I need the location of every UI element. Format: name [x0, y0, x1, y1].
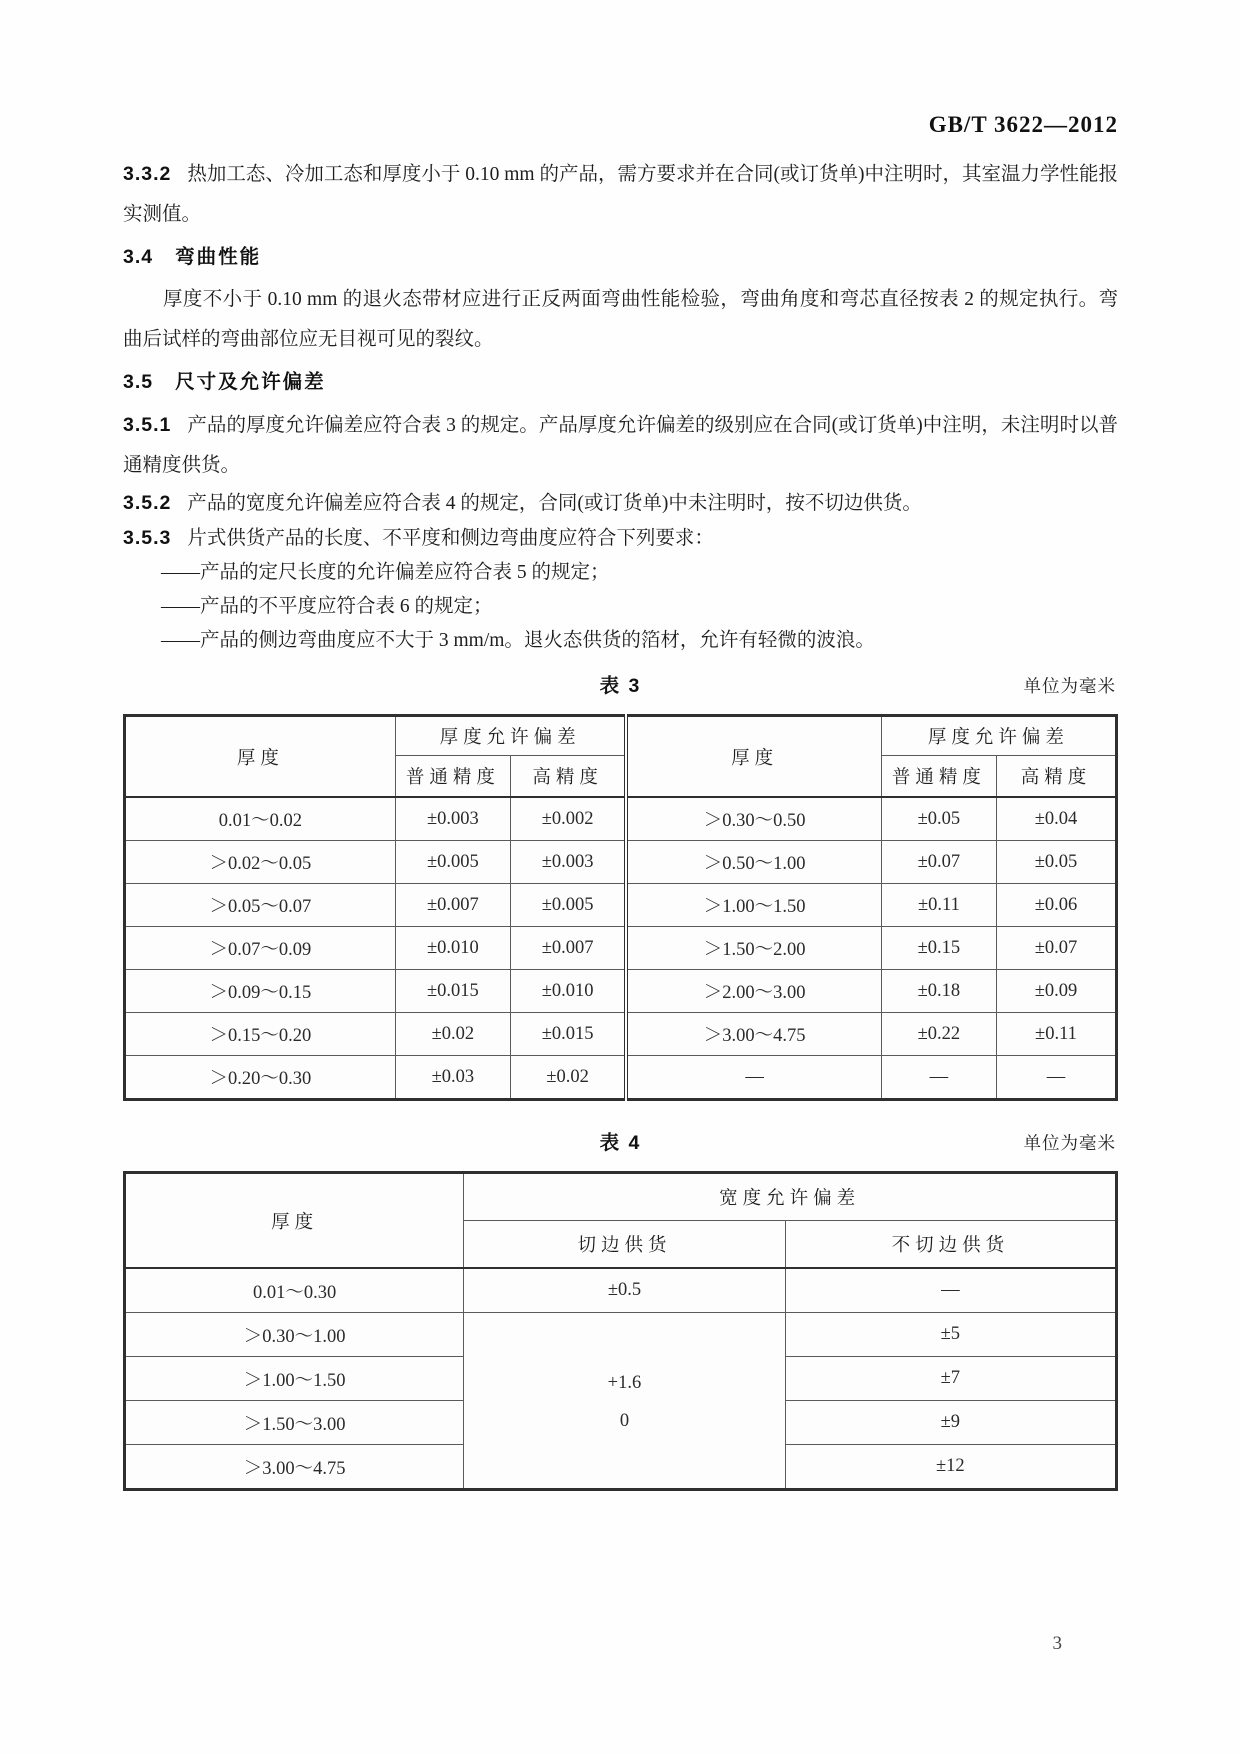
t3-col-high-right: 高精度: [996, 756, 1116, 798]
cell: ±0.11: [996, 1013, 1116, 1056]
table-row: [125, 841, 1117, 884]
cell: ±0.015: [510, 1013, 626, 1056]
table-4-caption-row: [123, 1127, 1118, 1153]
table-row: [125, 1013, 1117, 1056]
cell: ＞0.09～0.15: [125, 970, 396, 1013]
cell: ±0.003: [510, 841, 626, 884]
table-4: [123, 1171, 1118, 1491]
cell: ±0.002: [510, 797, 626, 841]
cell: ±0.05: [881, 797, 996, 841]
cell: ±7: [785, 1357, 1116, 1401]
cell: ±0.010: [510, 970, 626, 1013]
cell: ±9: [785, 1401, 1116, 1445]
cell: ＞1.50～2.00: [626, 927, 881, 970]
cell: ±0.11: [881, 884, 996, 927]
cell: ±12: [785, 1445, 1116, 1490]
paragraph-3-4: 厚度不小于 0.10 mm 的退火态带材应进行正反两面弯曲性能检验，弯曲角度和弯芯直径按表 2 的规定执行。弯曲后试样的弯曲部位应无目视可见的裂纹。: [123, 289, 1118, 350]
cell: ±0.02: [510, 1056, 626, 1100]
table-row: [125, 1056, 1117, 1100]
cell: ±0.003: [395, 797, 510, 841]
table-4-caption: 表 4: [599, 1132, 642, 1154]
cell: ＞0.30～1.00: [125, 1313, 464, 1357]
tolerance-lower: 0: [619, 1410, 630, 1431]
cell: ±0.03: [395, 1056, 510, 1100]
cell: ＞0.20～0.30: [125, 1056, 396, 1100]
table-row: [125, 884, 1117, 927]
cell: ＞0.07～0.09: [125, 927, 396, 970]
clause-3-3-2-number: 3.3.2: [123, 163, 172, 185]
cell: ±0.07: [996, 927, 1116, 970]
t3-col-high-left: 高精度: [510, 756, 626, 798]
cell: ±0.007: [395, 884, 510, 927]
cell: ±0.015: [395, 970, 510, 1013]
table-3-caption: 表 3: [599, 675, 642, 697]
table-row: [125, 970, 1117, 1013]
cell: ±0.007: [510, 927, 626, 970]
standard-number: GB/T 3622—2012: [928, 112, 1118, 137]
table-4-header-row-1: [125, 1173, 1117, 1221]
cell: —: [996, 1056, 1116, 1100]
clause-3-5-2: [123, 486, 1118, 521]
cell: ＞0.15～0.20: [125, 1013, 396, 1056]
t4-col-width-tolerance: 宽度允许偏差: [464, 1173, 1117, 1221]
t4-merged-trimmed-tolerance: [464, 1313, 785, 1490]
t3-col-normal-right: 普通精度: [881, 756, 996, 798]
table-3-header-row-1: [125, 716, 1117, 756]
table-row: [125, 927, 1117, 970]
cell: —: [881, 1056, 996, 1100]
t3-col-thickness-left: 厚度: [125, 716, 396, 798]
cell: ＞1.00～1.50: [626, 884, 881, 927]
cell: 0.01～0.02: [125, 797, 396, 841]
cell: ＞0.30～0.50: [626, 797, 881, 841]
cell: ±0.04: [996, 797, 1116, 841]
cell: ±0.22: [881, 1013, 996, 1056]
t3-col-tolerance-right: 厚度允许偏差: [881, 716, 1116, 756]
list-item-flatness: ——产品的不平度应符合表 6 的规定；: [161, 596, 493, 617]
cell: ±5: [785, 1313, 1116, 1357]
heading-3-4-title: 弯曲性能: [175, 246, 262, 268]
table-row: [125, 1268, 1117, 1313]
table-3-caption-row: [123, 670, 1118, 696]
cell: —: [626, 1056, 881, 1100]
table-row: [125, 1313, 1117, 1357]
heading-3-5: [123, 370, 1118, 395]
cell: ±0.02: [395, 1013, 510, 1056]
cell: 0.01～0.30: [125, 1268, 464, 1313]
table-3-unit-note: 单位为毫米: [1023, 676, 1116, 696]
cell: ±0.07: [881, 841, 996, 884]
cell: ±0.09: [996, 970, 1116, 1013]
heading-3-5-number: 3.5: [123, 371, 154, 393]
t4-col-untrimmed: 不切边供货: [785, 1221, 1116, 1269]
clause-3-5-2-number: 3.5.2: [123, 492, 172, 514]
t3-col-normal-left: 普通精度: [395, 756, 510, 798]
clause-3-3-2: [123, 154, 1118, 235]
list-item-fixed-length: ——产品的定尺长度的允许偏差应符合表 5 的规定；: [161, 562, 610, 583]
cell: ±0.010: [395, 927, 510, 970]
list-item-edge-camber: ——产品的侧边弯曲度应不大于 3 mm/m。退火态供货的箔材，允许有轻微的波浪。: [161, 630, 875, 651]
cell: ±0.15: [881, 927, 996, 970]
cell: ±0.005: [395, 841, 510, 884]
t4-col-trimmed: 切边供货: [464, 1221, 785, 1269]
cell: —: [785, 1268, 1116, 1313]
clause-3-5-1: [123, 405, 1118, 486]
cell: ±0.18: [881, 970, 996, 1013]
cell: ＞3.00～4.75: [125, 1445, 464, 1490]
cell: ±0.005: [510, 884, 626, 927]
cell: ±0.06: [996, 884, 1116, 927]
heading-3-4: [123, 245, 1118, 270]
table-3: [123, 714, 1118, 1101]
cell: ＞1.00～1.50: [125, 1357, 464, 1401]
cell: ＞0.50～1.00: [626, 841, 881, 884]
clause-3-5-3: [123, 521, 1118, 556]
t3-col-tolerance-left: 厚度允许偏差: [395, 716, 626, 756]
clause-3-3-2-text: 热加工态、冷加工态和厚度小于 0.10 mm 的产品，需方要求并在合同(或订货单)中注明时，其室温力学性能报实测值。: [123, 164, 1118, 225]
table-4-unit-note: 单位为毫米: [1023, 1133, 1116, 1153]
clause-3-5-3-text: 片式供货产品的长度、不平度和侧边弯曲度应符合下列要求：: [187, 528, 714, 549]
page-number: 3: [1052, 1633, 1063, 1654]
table-row: [125, 797, 1117, 841]
cell: ＞0.02～0.05: [125, 841, 396, 884]
cell: ＞2.00～3.00: [626, 970, 881, 1013]
t4-col-thickness: 厚度: [125, 1173, 464, 1269]
t3-col-thickness-right: 厚度: [626, 716, 881, 798]
cell: ＞0.05～0.07: [125, 884, 396, 927]
clause-3-5-2-text: 产品的宽度允许偏差应符合表 4 的规定，合同(或订货单)中未注明时，按不切边供货。: [187, 493, 922, 514]
heading-3-5-title: 尺寸及允许偏差: [175, 371, 326, 393]
clause-3-5-1-number: 3.5.1: [123, 414, 172, 436]
cell: ±0.5: [464, 1268, 785, 1313]
cell: ＞1.50～3.00: [125, 1401, 464, 1445]
clause-3-5-3-number: 3.5.3: [123, 527, 172, 549]
clause-3-5-1-text: 产品的厚度允许偏差应符合表 3 的规定。产品厚度允许偏差的级别应在合同(或订货单)中注明，未注明时以普通精度供货。: [123, 415, 1118, 476]
heading-3-4-number: 3.4: [123, 246, 154, 268]
cell: ＞3.00～4.75: [626, 1013, 881, 1056]
cell: ±0.05: [996, 841, 1116, 884]
tolerance-upper: +1.6: [607, 1372, 642, 1393]
